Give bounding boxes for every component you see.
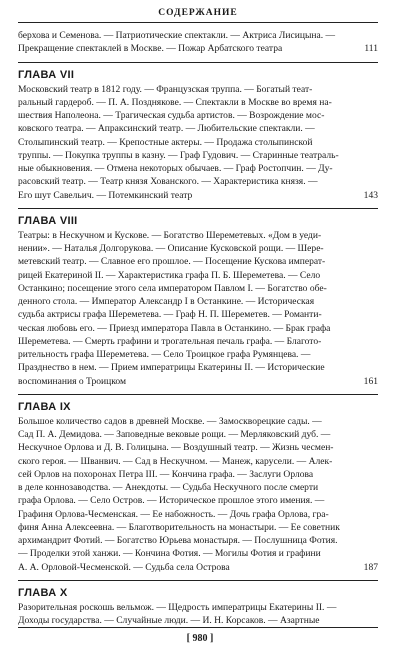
text-line: Шереметева. — Смерть графини и трогательная печаль графа. — Благото- [18, 335, 322, 347]
text-line: Останкино; посещение этого села императором Павлом I. — Богатство обе- [18, 282, 327, 294]
chapter-divider [18, 62, 378, 63]
text-line: ные обыкновения. — Отмена некоторых обычаев. — Граф Ростопчин. — Ду- [18, 163, 333, 174]
text-line: ского героя. — Шванвич. — Сад в Нескучном. — Манеж, карусели. — Алек- [18, 455, 333, 467]
toc-page-number: 187 [363, 561, 378, 573]
toc-page-number: 111 [364, 43, 378, 55]
chapters-list [18, 62, 378, 628]
chapter-summary [18, 601, 378, 628]
text-line: Нескучное Орлова и Д. В. Голицына. — Воздушный театр. — Жизнь чесмен- [18, 442, 334, 454]
toc-entry-last-line [18, 561, 378, 574]
text-line: финя Анна Алексеевна. — Благотворительность на монастыри. — Ее советник [18, 521, 340, 533]
text-line: шествия Наполеона. — Трагическая судьба артистов. — Возрождение мос- [18, 110, 325, 121]
chapter-title: ГЛАВА IX [18, 400, 71, 413]
text-line: судьба актрисы графа Шереметева. — Граф Н. П. Шереметев. — Романти- [18, 309, 322, 321]
text-line: рительность графа Шереметева. — Село Троицкое графа Румянцева. — [18, 349, 311, 360]
text-line: Прекращение спектаклей в Москве. — Пожар Арбатского театра [18, 43, 283, 55]
text-line: Московский театр в 1812 году. — Французская труппа. — Богатый теат- [18, 83, 313, 95]
text-line: сей Орлов на похоронах Петра III. — Кончина графа. — Заслуги Орлова [18, 468, 314, 480]
text-line: Столыпинский театр. — Крепостные актеры. — Продажа столыпинской [18, 136, 313, 148]
chapter-title: ГЛАВА VIII [18, 214, 78, 227]
text-line: архимандрит Фотий. — Богатство Юрьева монастыря. — Послушница Фотия. [18, 535, 338, 546]
footer-rule [18, 627, 378, 628]
text-line: рицей Екатериной II. — Характеристика графа П. Б. Шереметева. — Село [18, 269, 321, 281]
text-line: ческая любовь его. — Приезд императора Павла в Останкино. — Брак графа [18, 322, 331, 334]
text-line: Празднество в нем. — Прием императрицы Екатерины II. — Исторические [18, 362, 325, 374]
intro-block [18, 29, 378, 56]
chapter-divider [18, 580, 378, 581]
header-rule [18, 22, 378, 23]
text-line: ковского театра. — Апраксинский театр. — Любительские спектакли. — [18, 123, 315, 135]
toc-entry-last-line [18, 375, 378, 388]
text-line: берхова и Семенова. — Патриотические спектакли. — Актриса Лисицына. — [18, 30, 336, 41]
text-line: в деле коннозаводства. — Анекдоты. — Судьба Нескучного после смерти [18, 482, 319, 493]
chapter-divider [18, 208, 378, 209]
toc-page-number: 161 [363, 375, 378, 387]
text-line: нении». — Наталья Долгорукова. — Описание Кусковской рощи. — Шере- [18, 243, 324, 254]
chapter-summary [18, 415, 378, 574]
text-line: труппы. — Покупка труппы в казну. — Граф Гудович. — Старинные театраль- [18, 149, 339, 161]
chapter-title: ГЛАВА VII [18, 68, 75, 81]
text-line: Доходы государства. — Случайные люди. — И. Н. Корсаков. — Азартные [18, 615, 320, 626]
chapter-summary [18, 83, 378, 202]
text-line: ральный гардероб. — П. А. Позднякове. — Спектакли в Москве во время на- [18, 96, 332, 108]
text-line: денного стола. — Император Александр I в Останкине. — Историческая [18, 296, 315, 307]
page-footer [0, 627, 400, 646]
text-line: — Проделки этой ханжи. — Кончина Фотия. — Могилы Фотия и графини [18, 548, 321, 560]
chapter-summary [18, 229, 378, 388]
chapter-title: ГЛАВА X [18, 586, 68, 599]
toc-page-number: 143 [363, 189, 378, 201]
text-line: расовский театр. — Театр князя Хованского. — Характеристика князя. — [18, 176, 318, 188]
text-line: Графиня Орлова-Чесменская. — Ее набожность. — Дочь графа Орлова, гра- [18, 508, 329, 520]
toc-entry-last-line [18, 189, 378, 202]
text-line: А. А. Орловой-Чесменской. — Судьба села Острова [18, 561, 230, 573]
text-line: воспоминания о Троицком [18, 375, 127, 387]
running-header: СОДЕРЖАНИЕ [158, 8, 238, 18]
text-line: Разорительная роскошь вельмож. — Щедрость императрицы Екатерины II. — [18, 601, 337, 613]
toc-entry-last-line [18, 42, 378, 55]
text-line: Его шут Савельич. — Потемкинский театр [18, 189, 193, 201]
text-line: Сад П. А. Демидова. — Заповедные вековые рощи. — Мерляковский дуб. — [18, 429, 331, 440]
page-number: [ 980 ] [186, 633, 214, 644]
chapter-divider [18, 394, 378, 395]
text-line: метевский театр. — Славное его прошлое. — Посещение Кускова императ- [18, 256, 326, 268]
text-line: Театры: в Нескучном и Кускове. — Богатство Шереметевых. «Дом в уеди- [18, 229, 322, 241]
text-line: Большое количество садов в древней Москве. — Замоскворецкие сады. — [18, 415, 322, 427]
text-line: графа Орлова. — Село Остров. — Историческое прошлое этого имения. — [18, 495, 325, 507]
